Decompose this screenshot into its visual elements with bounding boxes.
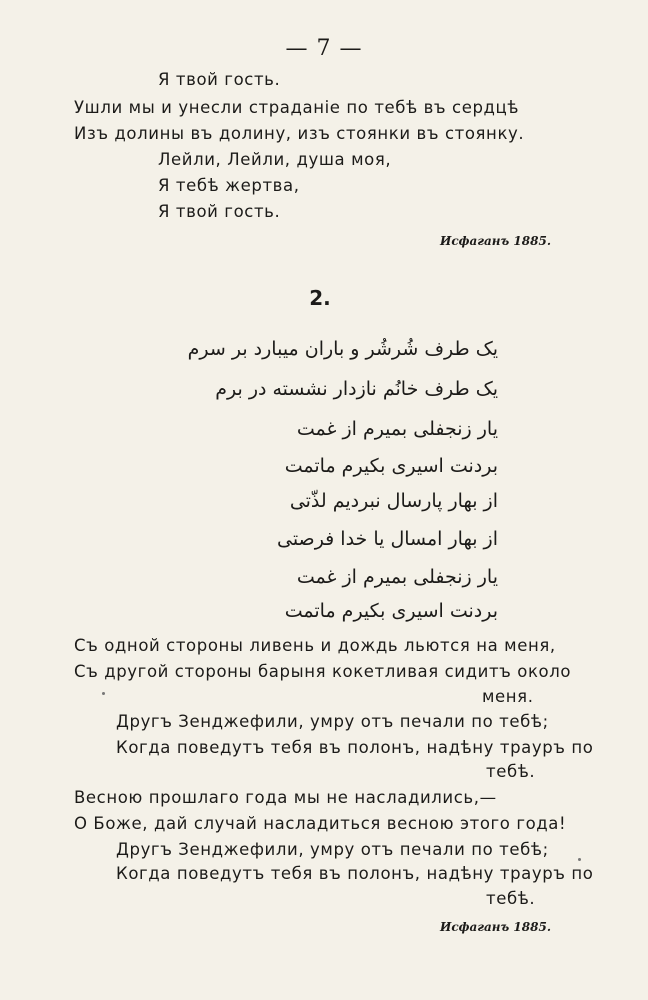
poem2-number: 2. [309, 286, 331, 310]
poem1-line: Я твой гость. [158, 70, 281, 89]
persian-line: بردنت اسیری بکیرم ماتمت [284, 455, 498, 477]
translation-line: Съ другой стороны барыня кокетливая сидитъ около [74, 662, 572, 681]
translation-line: меня. [482, 687, 534, 706]
translation-line: тебѣ. [486, 762, 536, 781]
persian-line: بردنت اسیری بکیرم ماتمت [284, 600, 498, 622]
persian-line: یک طرف خانُم نازدار نشسته در برم [215, 378, 498, 400]
translation-line: Съ одной стороны ливень и дождь льются на меня, [74, 636, 556, 655]
paper-speck [102, 692, 105, 695]
poem1-line: Я тебѣ жертва, [158, 176, 300, 195]
poem1-line: Лейли, Лейли, душа моя, [158, 150, 392, 169]
poem1-line: Ушли мы и унесли страданіе по тебѣ въ сердцѣ [74, 98, 520, 117]
poem2-signature: Исфаганъ 1885. [440, 920, 551, 934]
persian-line: یار زنجفلی بمیرم از غمت [296, 418, 498, 440]
page-number: — 7 — [285, 36, 363, 61]
poem1-signature: Исфаганъ 1885. [440, 234, 551, 248]
translation-line: О Боже, дай случай насладиться весною этого года! [74, 814, 567, 833]
translation-line: Когда поведутъ тебя въ полонъ, надѣну трауръ по [116, 738, 594, 757]
poem1-line: Я твой гость. [158, 202, 281, 221]
persian-line: یار زنجفلی بمیرم از غمت [296, 566, 498, 588]
persian-line: از بهار امسال یا خدا فرصتی [276, 528, 498, 550]
translation-line: тебѣ. [486, 889, 536, 908]
translation-line: Другъ Зенджефили, умру отъ печали по тебѣ; [116, 840, 549, 859]
persian-line: از بهار پارسال نبردیم لذّتی [289, 490, 498, 512]
translation-line: Другъ Зенджефили, умру отъ печали по тебѣ; [116, 712, 549, 731]
paper-speck [578, 858, 581, 861]
poem1-line: Изъ долины въ долину, изъ стоянки въ стоянку. [74, 124, 525, 143]
translation-line: Весною прошлаго года мы не насладились,— [74, 788, 497, 807]
translation-line: Когда поведутъ тебя въ полонъ, надѣну трауръ по [116, 864, 594, 883]
persian-line: یک طرف شُرشُر و باران میبارد بر سرم [187, 338, 498, 360]
